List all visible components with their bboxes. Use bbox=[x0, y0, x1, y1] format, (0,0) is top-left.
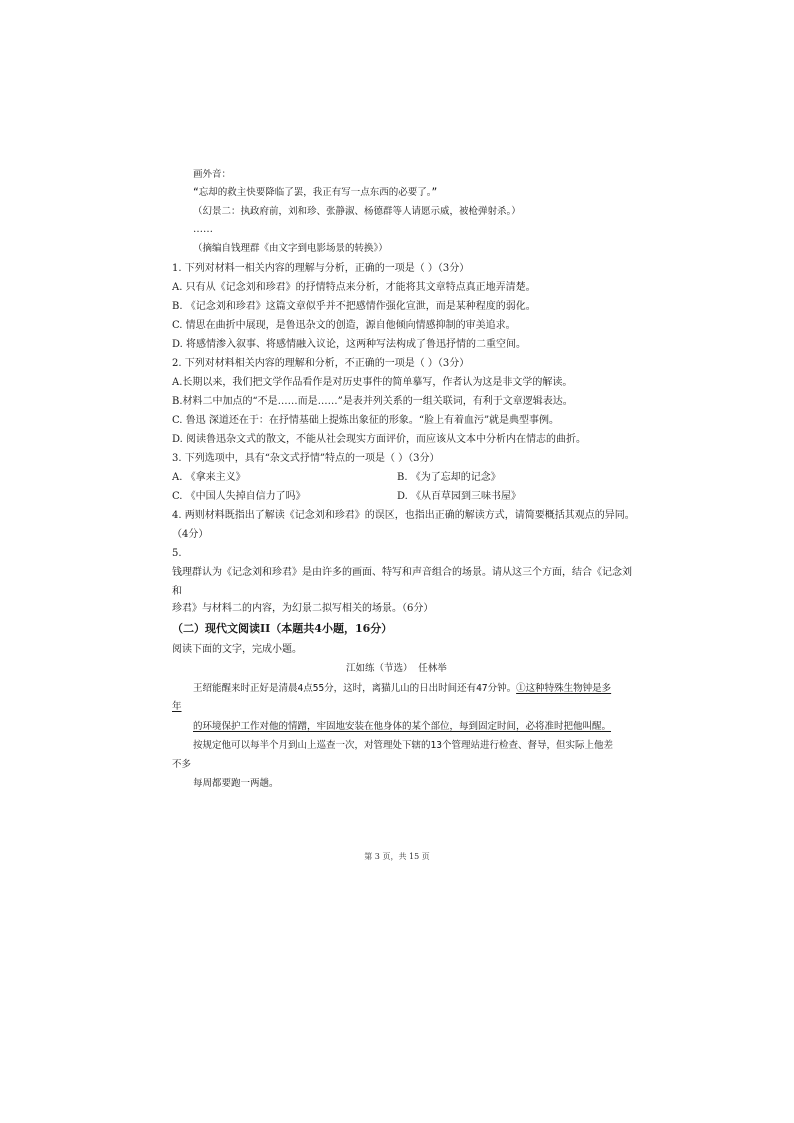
passage-p1-line3: 的环境保护工作对他的情蹭，牢固地安装在他身体的某个部位，每到固定时间，必将准时把他叫醒。 bbox=[193, 721, 612, 732]
scene2-text: （幻景二：执政府前，刘和珍、张静淑、杨德群等人请愿示威，被枪弹射杀。） bbox=[193, 206, 521, 217]
passage-p1-line1 bbox=[193, 682, 611, 695]
passage-p2-line3: 每周都要跑一两趟。 bbox=[193, 778, 279, 789]
passage-p1-text: 王绍能醒来时正好是清晨4点55分，这时，离猫儿山的日出时间还有47分钟。 bbox=[193, 683, 517, 694]
q2-option-b: B.材料二中加点的“不是……而是……”是表并列关系的一组关联词，有利于文章逻辑表达。 bbox=[172, 396, 573, 407]
section2-instruction: 阅读下面的文字，完成小题。 bbox=[172, 644, 302, 655]
q5-number: 5. bbox=[172, 548, 182, 559]
ellipsis: …… bbox=[193, 224, 213, 235]
q3-option-b: B. 《为了忘却的记念》 bbox=[397, 472, 501, 483]
q5-line-1: 钱理群认为《记念刘和珍君》是由许多的画面、特写和声音组合的场景。请从这三个方面，结合《记念刘 bbox=[172, 567, 632, 578]
q1-option-d: D. 将感情渗入叙事、将感情融入议论，这两种写法构成了鲁迅抒情的二重空间。 bbox=[172, 339, 527, 350]
passage-title: 江如练（节选） 任林举 bbox=[346, 663, 447, 674]
voice-label: 画外音： bbox=[193, 169, 232, 180]
q2-option-a: A.长期以来，我们把文学作品看作是对历史事件的简单摹写，作者认为这是非文学的解读。 bbox=[172, 377, 573, 388]
section2-heading: （二）现代文阅读II（本题共4小题，16分） bbox=[172, 622, 393, 635]
q1-stem: 1. 下列对材料一相关内容的理解与分析，正确的一项是（ ）（3分） bbox=[172, 263, 470, 274]
q3-option-a: A. 《拿来主义》 bbox=[172, 472, 246, 483]
q3-option-d: D. 《从百草园到三味书屋》 bbox=[397, 491, 522, 502]
passage-p2-line1: 按规定他可以每半个月到山上巡查一次，对管理处下辖的13个管理站进行检查、督导，但实际上他差 bbox=[193, 740, 613, 751]
q5-line-2: 和 bbox=[172, 586, 182, 597]
passage-p2-line2: 不多 bbox=[172, 759, 192, 770]
q4-stem: 4. 两则材料既指出了解读《记念刘和珍君》的误区，也指出正确的解读方式，请简要概括其观点的异同。 bbox=[172, 510, 635, 521]
passage-p1-underlined: ①这种特殊生物钟是多 bbox=[516, 683, 612, 694]
q1-option-c: C. 情思在曲折中展现，是鲁迅杂文的创造，源自他倾向情感抑制的审美追求。 bbox=[172, 320, 516, 331]
q1-option-b: B. 《记念刘和珍君》这篇文章似乎并不把感情作强化宣泄，而是某种程度的弱化。 bbox=[172, 301, 536, 312]
q2-option-c: C. 鲁迅 深道还在于：在抒情基础上提炼出象征的形象。“脸上有着血污”就是典型事例。 bbox=[172, 415, 560, 426]
q2-option-d: D. 阅读鲁迅杂文式的散文，不能从社会现实方面评价，而应该从文本中分析内在情志的曲折。 bbox=[172, 434, 587, 445]
voice-text: “忘却的救主快要降临了罢，我正有写一点东西的必要了。” bbox=[193, 187, 438, 198]
source-citation: （摘编自钱理群《由文字到电影场景的转换》） bbox=[193, 243, 388, 254]
q5-line-3: 珍君》与材料二的内容，为幻景二拟写相关的场景。（6分） bbox=[172, 603, 434, 614]
q2-stem: 2. 下列对材料相关内容的理解和分析，不正确的一项是（ ）（3分） bbox=[172, 358, 470, 369]
passage-p1-line2: 年 bbox=[172, 701, 182, 712]
q1-option-a: A. 只有从《记念刘和珍君》的抒情特点来分析，才能将其文章特点真正地弄清楚。 bbox=[172, 282, 536, 293]
q3-option-c: C. 《中国人失掉自信力了吗》 bbox=[172, 491, 306, 502]
page-footer: 第 3 页，共 15 页 bbox=[364, 852, 430, 861]
q3-stem: 3. 下列选项中，具有“杂文式抒情”特点的一项是（ ）（3分） bbox=[172, 453, 440, 464]
q4-points: （4分） bbox=[172, 529, 209, 540]
